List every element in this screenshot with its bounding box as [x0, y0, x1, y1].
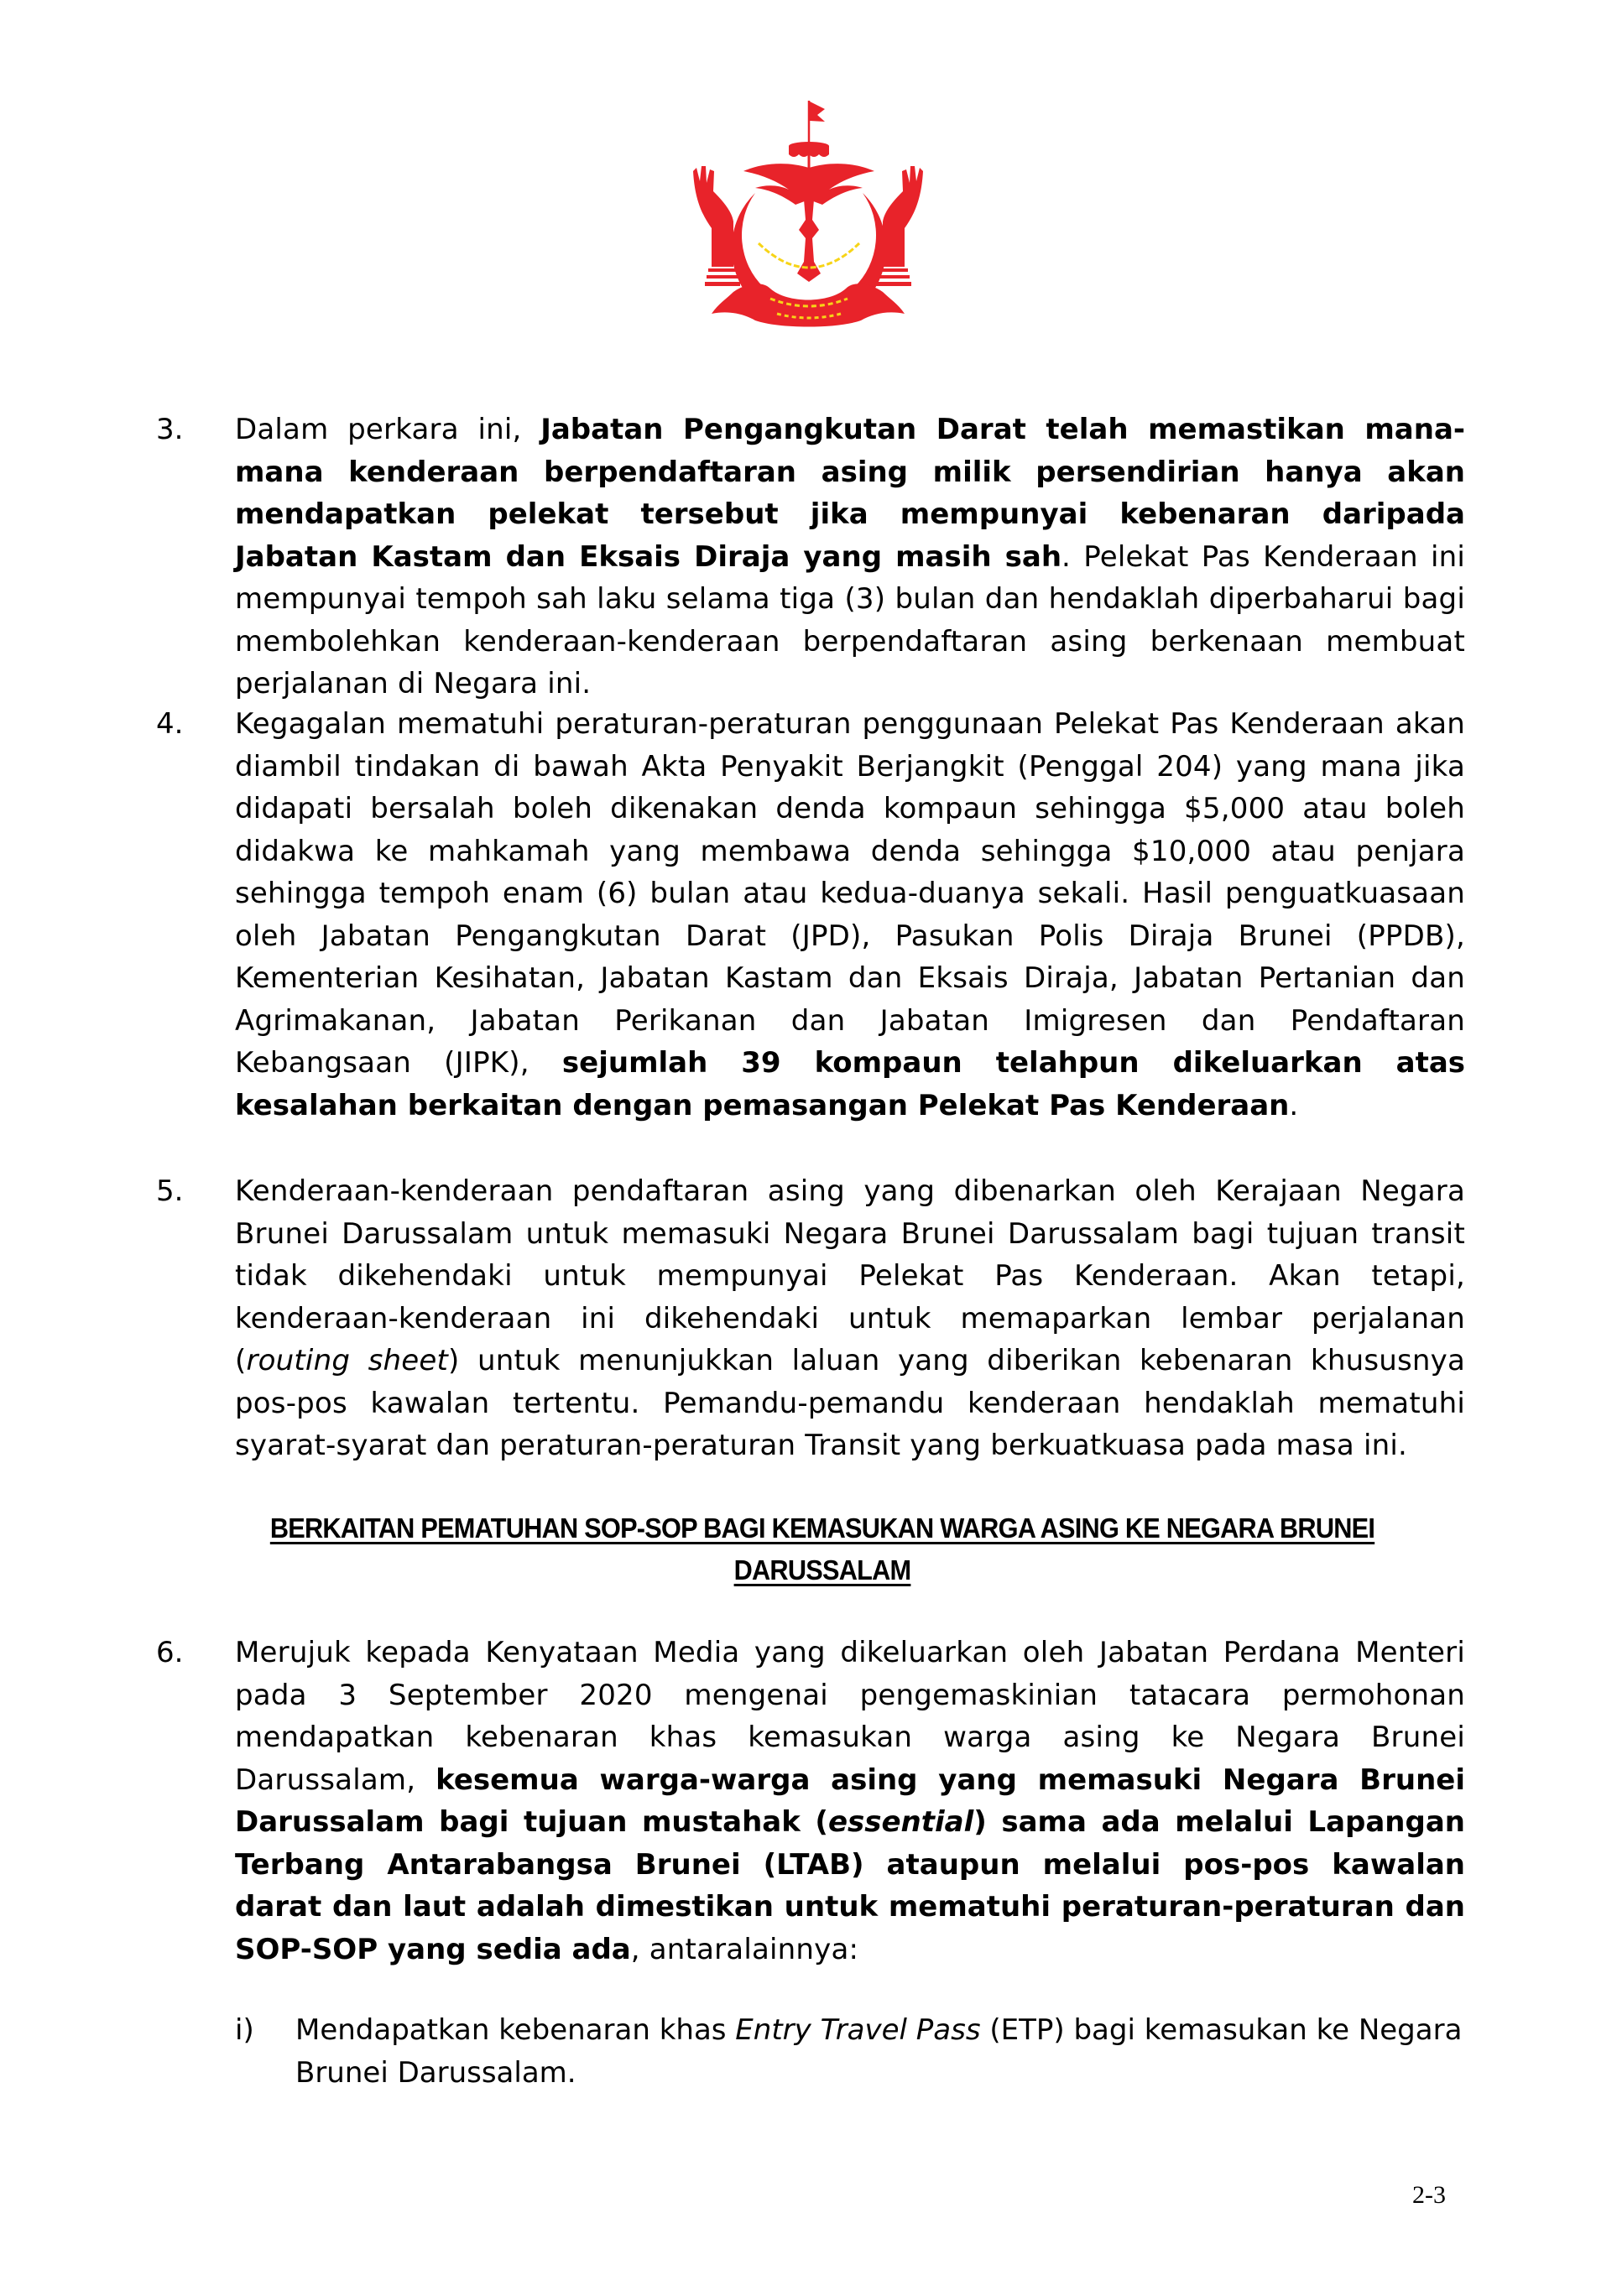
- paragraph-4: [156, 703, 1465, 1127]
- page-number: 2-3: [1412, 2181, 1446, 2209]
- text-segment: Merujuk kepada Kenyataan Media yang dikeluarkan oleh Jabatan Perdana Menteri pada 3 September 2020 mengenai pengemaskinian tatacara permohonan mendapatkan kebenaran khas kemasukan warga asing ke Negara Brunei Darussalam,: [235, 1636, 1465, 1797]
- paragraph-number: 4.: [156, 707, 184, 741]
- italic-text-segment: routing sheet: [246, 1344, 449, 1377]
- text-segment: Mendapatkan kebenaran khas: [295, 2013, 736, 2047]
- paragraph-body: [235, 703, 1465, 1127]
- bold-text-segment: kesemua warga-warga asing yang memasuki Negara Brunei Darussalam bagi tujuan mustahak (: [235, 1762, 1465, 1839]
- section-heading-line-1: BERKAITAN PEMATUHAN SOP-SOP BAGI KEMASUKAN WARGA ASING KE NEGARA BRUNEI: [269, 1512, 1375, 1544]
- text-segment: Kegagalan mematuhi peraturan-peraturan penggunaan Pelekat Pas Kenderaan akan diambil tindakan di bawah Akta Penyakit Berjangkit (Penggal 204) yang mana jika didapati bersalah boleh dikenakan denda kompaun sehingga $5,000 atau boleh didakwa ke mahkamah yang membawa denda sehingga $10,000 atau penjara sehingga tempoh enam (6) bulan atau kedua-duanya sekali. Hasil penguatkuasaan oleh Jabatan Pengangkutan Darat (JPD), Pasukan Polis Diraja Brunei (PPDB), Kementerian Kesihatan, Jabatan Kastam dan Eksais Diraja, Jabatan Pertanian dan Agrimakanan, Jabatan Perikanan dan Jabatan Imigresen dan Pendaftaran Kebangsaan (JIPK),: [235, 707, 1465, 1080]
- paragraph-6: [156, 1632, 1465, 1971]
- paragraph-3: [156, 409, 1465, 705]
- section-heading-line-2: DARUSSALAM: [733, 1554, 911, 1585]
- emblem-scroll: [712, 284, 905, 326]
- emblem-wings: [743, 164, 874, 205]
- text-segment: , antaralainnya:: [630, 1932, 859, 1966]
- paragraph-number: 3.: [156, 413, 184, 446]
- text-segment: . Pelekat Pas Kenderaan ini mempunyai tempoh sah laku selama tiga (3) bulan dan hendaklah diperbaharui bagi membolehkan kenderaan-kenderaan berpendaftaran asing berkenaan membuat perjalanan di Negara ini.: [235, 539, 1465, 700]
- italic-text-segment: Entry Travel Pass: [735, 2013, 981, 2047]
- text-segment: Kenderaan-kenderaan pendaftaran asing yang dibenarkan oleh Kerajaan Negara Brunei Darussalam untuk memasuki Negara Brunei Darussalam bagi tujuan transit tidak dikehendaki untuk mempunyai Pelekat Pas Kenderaan. Akan tetapi, kenderaan-kenderaan ini dikehendaki untuk memaparkan lembar perjalanan (: [235, 1174, 1465, 1377]
- paragraph-number: 6.: [156, 1636, 184, 1669]
- bold-text-segment: Jabatan Pengangkutan Darat telah memastikan mana-mana kenderaan berpendaftaran asing milik persendirian hanya akan mendapatkan pelekat tersebut jika mempunyai kebenaran daripada Jabatan Kastam dan Eksais Diraja yang masih sah: [235, 413, 1466, 574]
- list-item: [235, 2009, 1465, 2094]
- paragraph-body: [235, 1632, 1465, 1971]
- text-segment: Dalam perkara ini,: [235, 413, 541, 446]
- text-segment: (ETP) bagi kemasukan ke Negara Brunei Darussalam.: [295, 2013, 1463, 2090]
- text-segment: ) untuk menunjukkan laluan yang diberikan kebenaran khususnya pos-pos kawalan tertentu. Pemandu-pemandu kenderaan hendaklah mematuhi syarat-syarat dan peraturan-peraturan Transit yang berkuatkuasa pada masa ini.: [235, 1344, 1465, 1462]
- emblem-staff: [797, 200, 821, 282]
- text-segment: .: [1289, 1088, 1299, 1122]
- list-item-body: [295, 2009, 1465, 2094]
- emblem-flag: [809, 101, 825, 144]
- list-item-marker: i): [235, 2013, 254, 2047]
- emblem-left-hand: [693, 166, 740, 286]
- brunei-emblem-icon: [678, 94, 938, 329]
- bold-text-segment: ) sama ada melalui Lapangan Terbang Antarabangsa Brunei (LTAB) ataupun melalui pos-pos kawalan darat dan laut adalah dimestikan untuk mematuhi peraturan-peraturan dan SOP-SOP yang sedia ada: [235, 1805, 1465, 1966]
- paragraph-body: [235, 1170, 1465, 1467]
- bold-text-segment: sejumlah 39 kompaun telahpun dikeluarkan atas kesalahan berkaitan dengan pemasangan Pelekat Pas Kenderaan: [235, 1046, 1466, 1122]
- paragraph-body: [235, 409, 1465, 705]
- bold-italic-text-segment: essential: [827, 1805, 974, 1839]
- paragraph-number: 5.: [156, 1174, 184, 1208]
- paragraph-5: [156, 1170, 1465, 1467]
- section-heading: [214, 1507, 1432, 1591]
